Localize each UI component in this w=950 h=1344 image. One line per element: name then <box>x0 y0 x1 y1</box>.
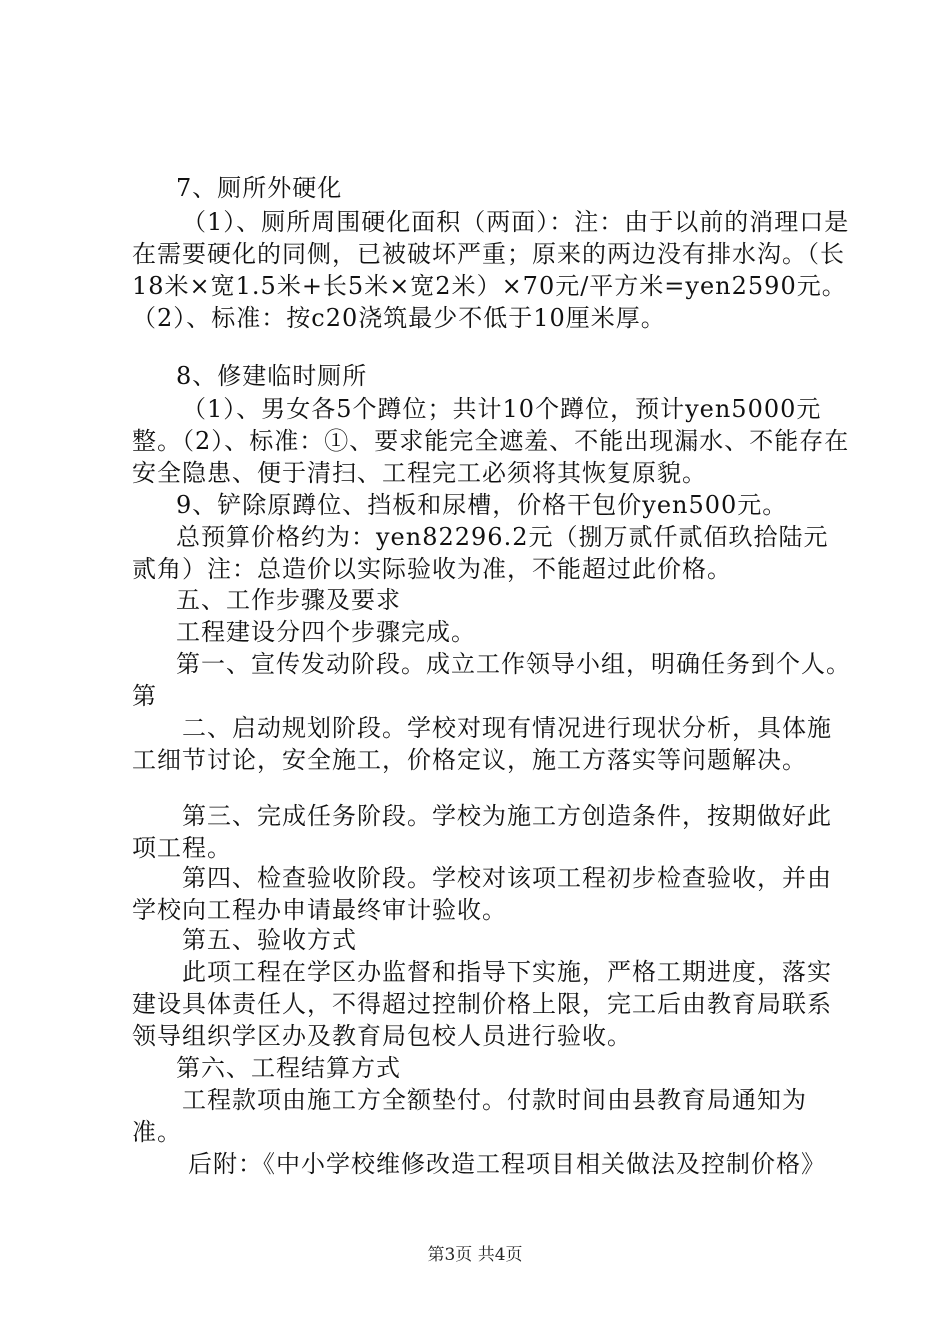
paragraph-remove-squat-positions: 9、铲除原蹲位、挡板和尿槽，价格干包价yen500元。 <box>176 491 788 519</box>
paragraph-step-one: 第一、宣传发动阶段。成立工作领导小组，明确任务到个人。第 <box>132 650 851 710</box>
paragraph-step-two: 二、启动规划阶段。学校对现有情况进行现状分析，具体施工细节讨论，安全施工，价格定议，施工方落实等问题解决。 <box>132 714 832 774</box>
paragraph-total-budget: 总预算价格约为：yen82296.2元（捌万贰仟贰佰玖拾陆元贰角）注：总造价以实际验收为准，不能超过此价格。 <box>132 523 829 583</box>
heading-temporary-toilet: 8、修建临时厕所 <box>176 362 368 390</box>
paragraph-temporary-toilet-detail: （1）、男女各5个蹲位；共计10个蹲位，预计yen5000元整。（2）、标准：①、要求能完全遮羞、不能出现漏水、不能存在安全隐患、便于清扫、工程完工必须将其恢复原貌。 <box>132 395 850 487</box>
paragraph-acceptance-detail: 此项工程在学区办监督和指导下实施，严格工期进度，落实建设具体责任人，不得超过控制价格上限，完工后由教育局联系领导组织学区办及教育局包校人员进行验收。 <box>132 958 832 1050</box>
paragraph-settlement-detail: 工程款项由施工方全额垫付。付款时间由县教育局通知为准。 <box>132 1086 807 1146</box>
paragraph-step-three: 第三、完成任务阶段。学校为施工方创造条件，按期做好此项工程。 <box>132 802 832 862</box>
page-footer: 第3页 共4页 <box>427 1245 523 1265</box>
heading-work-steps: 五、工作步骤及要求 <box>176 586 401 614</box>
heading-settlement-method: 第六、工程结算方式 <box>176 1054 401 1082</box>
paragraph-four-steps: 工程建设分四个步骤完成。 <box>176 618 476 646</box>
paragraph-appendix: 后附：《中小学校维修改造工程项目相关做法及控制价格》 <box>188 1150 826 1178</box>
paragraph-step-four: 第四、检查验收阶段。学校对该项工程初步检查验收，并由学校向工程办申请最终审计验收。 <box>132 864 832 924</box>
heading-toilet-hardening: 7、厕所外硬化 <box>176 174 343 202</box>
paragraph-toilet-hardening-detail: （1）、厕所周围硬化面积（两面）：注：由于以前的消理口是在需要硬化的同侧，已被破坏严重；原来的两边没有排水沟。（长18米×宽1.5米+长5米×宽2米）×70元/平方米=yen2590元。（2）、标准：按c20浇筑最少不低于10厘米厚。 <box>132 208 850 332</box>
heading-acceptance-method: 第五、验收方式 <box>182 926 357 954</box>
